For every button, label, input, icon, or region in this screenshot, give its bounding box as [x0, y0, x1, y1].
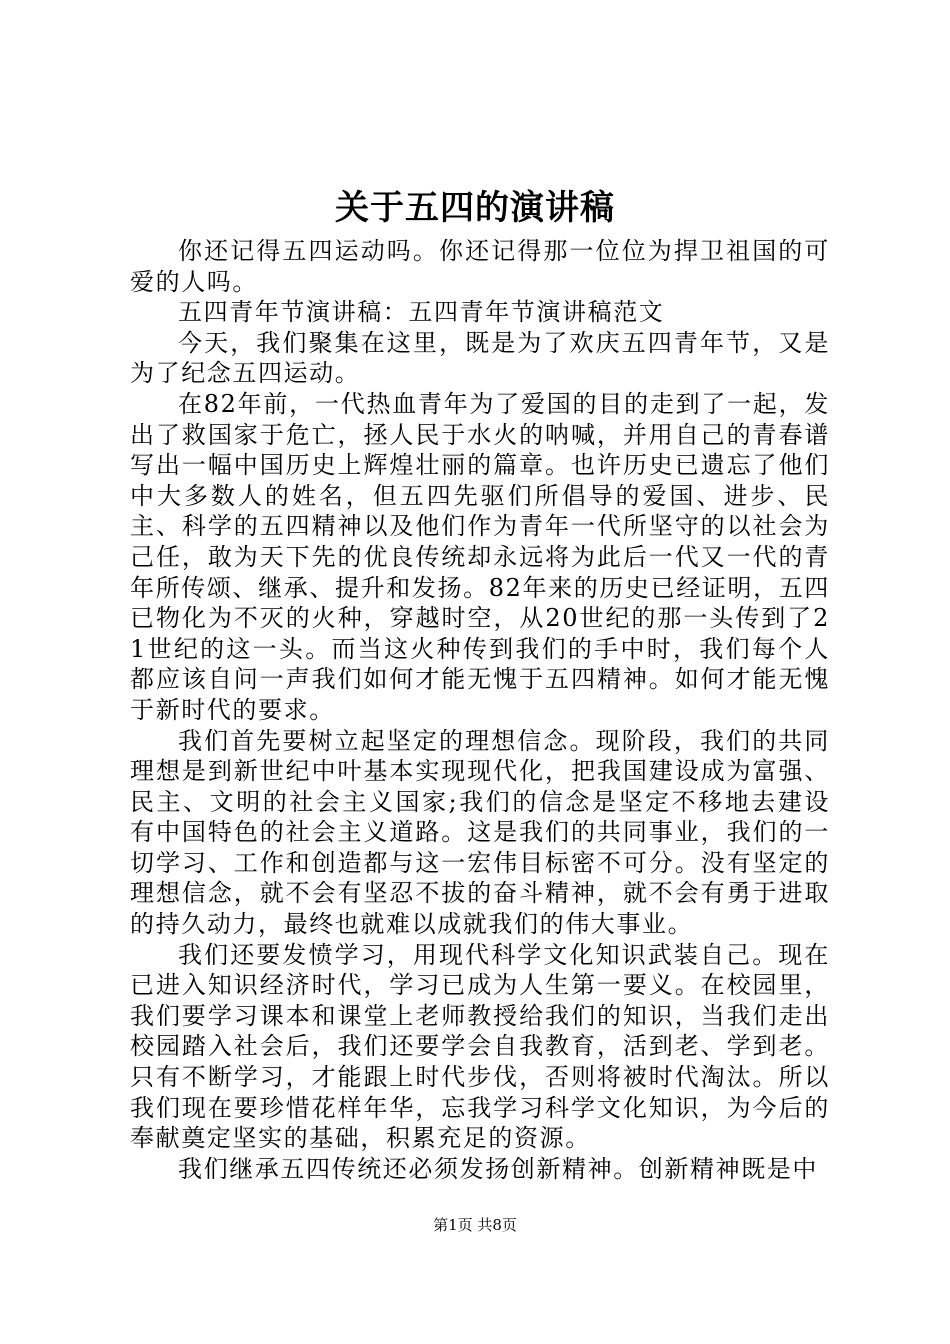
document-title: 关于五四的演讲稿: [335, 188, 615, 228]
paragraph: 我们还要发愤学习，用现代科学文化知识武装自己。现在已进入知识经济时代，学习已成为人生第一要义。在校园里，我们要学习课本和课堂上老师教授给我们的知识，当我们走出校园踏入社会后，我们还要学会自我教育，活到老、学到老。只有不断学习，才能跟上时代步伐，否则将被时代淘汰。所以我们现在要珍惜花样年华，忘我学习科学文化知识，为今后的奉献奠定坚实的基础，积累充足的资源。: [130, 940, 830, 1153]
paragraph: 五四青年节演讲稿：五四青年节演讲稿范文: [178, 298, 665, 327]
paragraph: 今天，我们聚集在这里，既是为了欢庆五四青年节，又是为了纪念五四运动。: [130, 328, 830, 388]
paragraph: 你还记得五四运动吗。你还记得那一位位为捍卫祖国的可爱的人吗。: [130, 237, 830, 296]
paragraph: 在82年前，一代热血青年为了爱国的目的走到了一起，发出了救国家于危亡，拯人民于水火的呐喊，并用自己的青春谱写出一幅中国历史上辉煌壮丽的篇章。也许历史已遗忘了他们中大多数人的姓名，但五四先驱们所倡导的爱国、进步、民主、科学的五四精神以及他们作为青年一代所坚守的以社会为己任，敢为天下先的优良传统却永远将为此后一代又一代的青年所传颂、继承、提升和发扬。82年来的历史已经证明，五四已物化为不灭的火种，穿越时空，从20世纪的那一头传到了21世纪的这一头。而当这火种传到我们的手中时，我们每个人都应该自问一声我们如何才能无愧于五四精神。如何才能无愧于新时代的要求。: [130, 389, 830, 724]
document-body: [130, 236, 830, 1184]
page-footer: 第1页 共8页: [433, 1216, 517, 1234]
paragraph: 我们继承五四传统还必须发扬创新精神。创新精神既是中: [178, 1154, 818, 1183]
paragraph: 我们首先要树立起坚定的理想信念。现阶段，我们的共同理想是到新世纪中叶基本实现现代化，把我国建设成为富强、民主、文明的社会主义国家;我们的信念是坚定不移地去建设有中国特色的社会主义道路。这是我们的共同事业，我们的一切学习、工作和创造都与这一宏伟目标密不可分。没有坚定的理想信念，就不会有坚忍不拔的奋斗精神，就不会有勇于进取的持久动力，最终也就难以成就我们的伟大事业。: [130, 726, 830, 939]
